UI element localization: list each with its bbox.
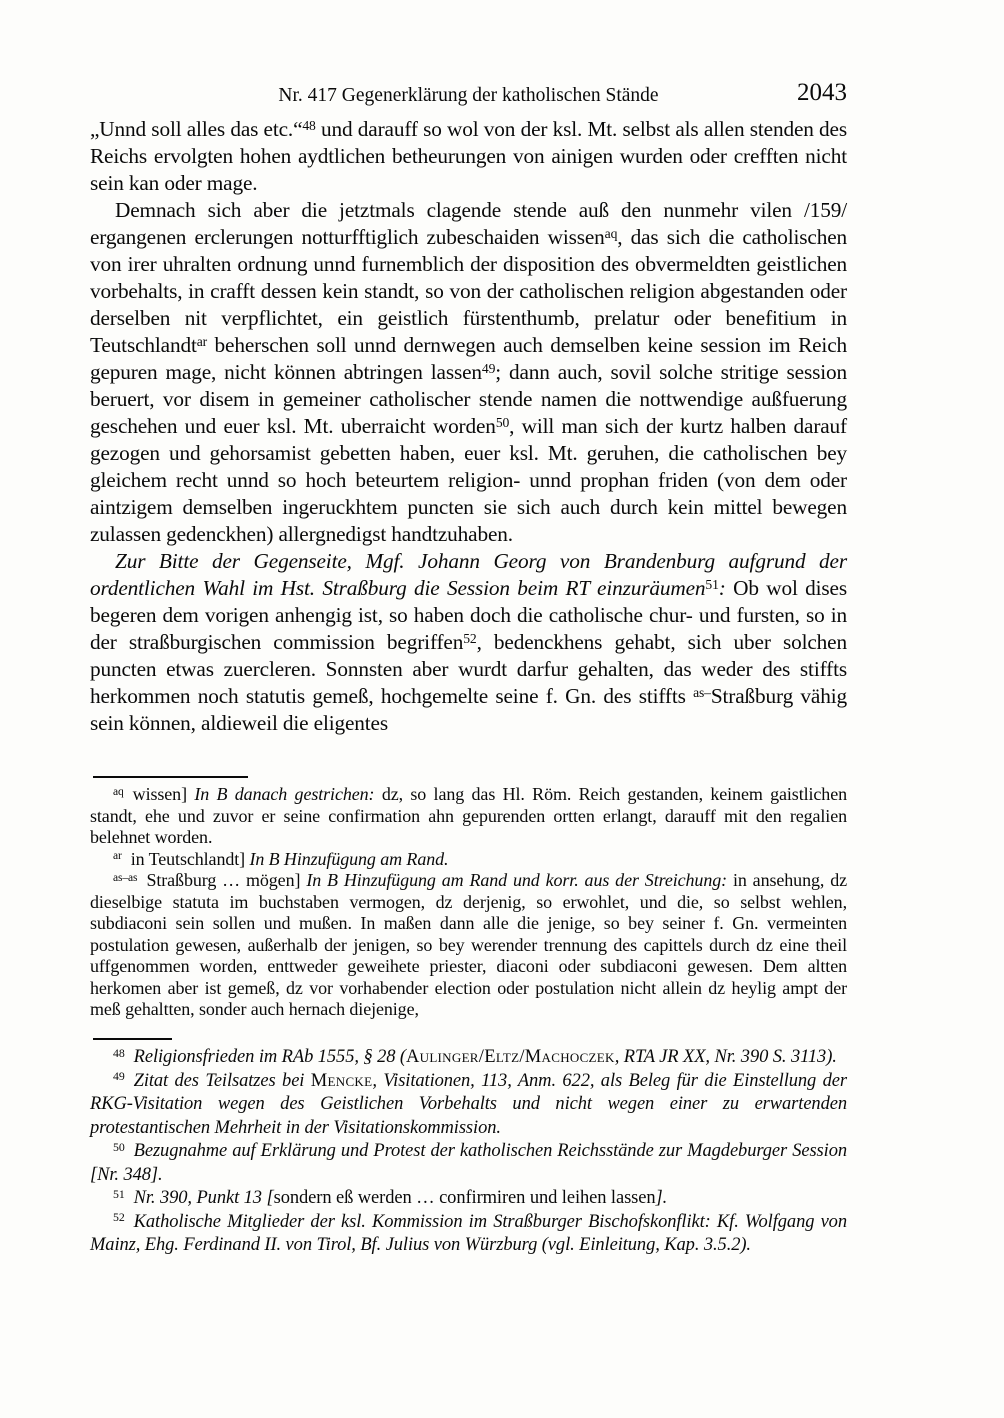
footnote-marker: 52 <box>463 630 477 646</box>
text-run: Nr. 390, Punkt 13 [ <box>133 1188 274 1208</box>
text-run: ; dann auch, sovil solche stritige session beruert, vor disem in gemeiner catholischer stende namen die nottwendige außfuerung geschehen und euer ksl. Mt. uberraicht worden <box>90 360 847 438</box>
text-run: , bedenckhens gehabt, sich uber solchen puncten etwas zuercleren. Sonnsten aber wurdt darfur gehalten, das weder des stiffts herkommen noch statutis gemeß, hochgemelte seine f. Gn. des stiffts <box>90 630 847 708</box>
text-run: Zur Bitte der Gegenseite, Mgf. Johann Georg von Brandenburg aufgrund der ordentlichen Wahl im Hst. Straßburg die Session beim RT einzuräumen <box>90 549 847 600</box>
footnote-marker: 48 <box>113 1045 125 1060</box>
critical-apparatus <box>90 784 847 1021</box>
text-run: ]. <box>655 1188 668 1208</box>
body-paragraph-demnach <box>90 197 847 548</box>
text-run: Mencke <box>310 1070 373 1091</box>
footnote-marker: 50 <box>495 414 510 430</box>
text-run: In B Hinzufügung am Rand und korr. aus der Streichung: <box>306 870 733 890</box>
text-run: in ansehung, dz dieselbige statuta im buchstaben vermogen, dz derjenig, so erwohlet, und die, so selbst wehlen, subdiaconi sein sollen und mußen. In maßen dann alle die jenige, so bey seiner f. Gn. vermeinten postulation gewesen, außerhalb der jenigen, so bey werender trennung des capittels durch dz eine theil uffgenommen worden, enttweder geweihete priester, diaconi oder subdiaconi gewesen. Dem altten herkomen aber ist gemeß, dz vor vorhabender election oder postulation nicht allein dz heylig ampt der meß gehaltten, sonder auch hernach diejenige, <box>90 870 847 1019</box>
footnote-marker: 49 <box>481 360 496 376</box>
apparatus-note-ar <box>90 849 847 871</box>
text-run: Zitat des Teilsatzes bei <box>133 1070 311 1091</box>
footnote-marker: 52 <box>113 1210 125 1225</box>
footnote-50 <box>90 1140 847 1187</box>
text-run: dz, so lang das Hl. Röm. Reich gestanden, keinem gaistlichen standt, ehe und zuvor er seine confirmation ahn gepurenden ortten erlangt, darauff mit den regalien belehnet worden. <box>90 784 847 847</box>
text-run: : <box>718 576 726 600</box>
footnote-48 <box>90 1046 847 1070</box>
running-title: Nr. 417 Gegenerklärung der katholischen Stände <box>278 85 659 106</box>
footnote-marker: 48 <box>302 117 316 133</box>
text-run: Bezugnahme auf Erklärung und Protest der katholischen Reichsstände zur Magdeburger Session [Nr. 348]. <box>90 1141 847 1185</box>
text-run: und darauff so wol von der ksl. Mt. selbst als allen stenden des Reichs ervolgten hohen aydtlichen betheurungen von ainigen wurden oder crefften nicht sein kan oder mage. <box>90 117 847 195</box>
text-run: Demnach sich aber die jetztmals clagende stende auß den nunmehr vilen /159/ ergangenen erclerungen notturfftiglich zubeschaiden wissen <box>90 198 847 249</box>
text-run: Straßburg vähig sein können, aldieweil die eligentes <box>90 684 847 735</box>
footnote-marker: as–as <box>113 871 138 884</box>
document-body <box>90 116 847 737</box>
footnote-52 <box>90 1211 847 1258</box>
body-paragraph-zur-bitte <box>90 548 847 737</box>
text-run: beherschen soll unnd dernwegen auch demselben keine session im Reich gepuren mage, nicht können abtringen lassen <box>90 333 847 384</box>
footnote-marker: ar <box>113 850 122 863</box>
footnote-marker: 51 <box>705 576 719 592</box>
page-number: 2043 <box>797 79 847 106</box>
running-header <box>90 80 847 110</box>
footnote-marker: 49 <box>113 1069 125 1084</box>
text-run: In B danach gestrichen: <box>194 784 382 804</box>
footnote-marker: 50 <box>113 1139 125 1154</box>
text-run: Katholische Mitglieder der ksl. Kommission im Straßburger Bischofskonflikt: Kf. Wolfgang von Mainz, Ehg. Ferdinand II. von Tirol, Bf. Julius von Würzburg (vgl. Einleitung, Kap. 3.5.2). <box>90 1211 847 1255</box>
apparatus-note-as <box>90 870 847 1021</box>
text-run: Straßburg … mögen] <box>146 870 307 890</box>
text-run: in Teutschlandt] <box>130 848 250 869</box>
footnote-separator-rule <box>93 1038 172 1040</box>
text-run: , will man sich der kurtz halben darauf gezogen und gehorsamist gebetten haben, euer ksl. Mt. geruhen, die catholischen bey gleichem recht unnd so hoch beteurtem religion- unnd prophan friden (von dem oder aintzigem demselben ingeruckhtem puncten sie sich auch durch kein mittel bewegen zulassen gedenckhen) allergnedigst handtzuhaben. <box>90 414 848 546</box>
footnote-49 <box>90 1070 847 1141</box>
text-run: , Visitationen, 113, Anm. 622, als Beleg für die Einstellung der RKG-Visitation wegen des Geistlichen Vorbehalts und nicht wegen einer zu erwartenden protestantischen Mehrheit in der Visitationskommission. <box>90 1070 847 1138</box>
text-run: Ob wol dises begeren dem vorigen anhengig ist, so haben doch die catholische chur- und fursten, so in der straßburgischen commission begriffen <box>90 576 847 654</box>
apparatus-separator-rule <box>93 776 248 778</box>
text-run: „Unnd soll alles das etc.“ <box>90 117 303 141</box>
footnote-51 <box>90 1187 847 1211</box>
footnote-marker: as– <box>693 684 711 700</box>
text-run: Religionsfrieden im RAb 1555, § 28 ( <box>133 1047 406 1067</box>
text-run: , das sich die catholischen von irer uhralten ordnung unnd furnemblich der disposition des obvermeldten geistlichen vorbehalts, in crafft dessen kein standt, so von der catholischen religion abgestanden oder derselben nit verpflichtet, ein geistlich fürstenthumb, prelatur oder benefitium in Teutschlandt <box>90 225 847 357</box>
body-paragraph-quote <box>90 116 847 197</box>
text-run: In B Hinzufügung am Rand. <box>249 848 449 869</box>
footnote-marker: ar <box>196 333 208 349</box>
text-run: , RTA JR XX, Nr. 390 S. 3113). <box>614 1047 837 1067</box>
footnote-marker: 51 <box>113 1186 125 1201</box>
text-run: sondern eß werden … confirmiren und leihen lassen <box>273 1188 656 1208</box>
footnotes-section <box>90 1046 847 1258</box>
footnote-marker: aq <box>604 225 618 241</box>
footnote-marker: aq <box>113 785 124 798</box>
text-run: Aulinger/Eltz/Machoczek <box>405 1047 615 1067</box>
apparatus-note-aq <box>90 784 847 849</box>
text-run: wissen] <box>132 784 195 804</box>
